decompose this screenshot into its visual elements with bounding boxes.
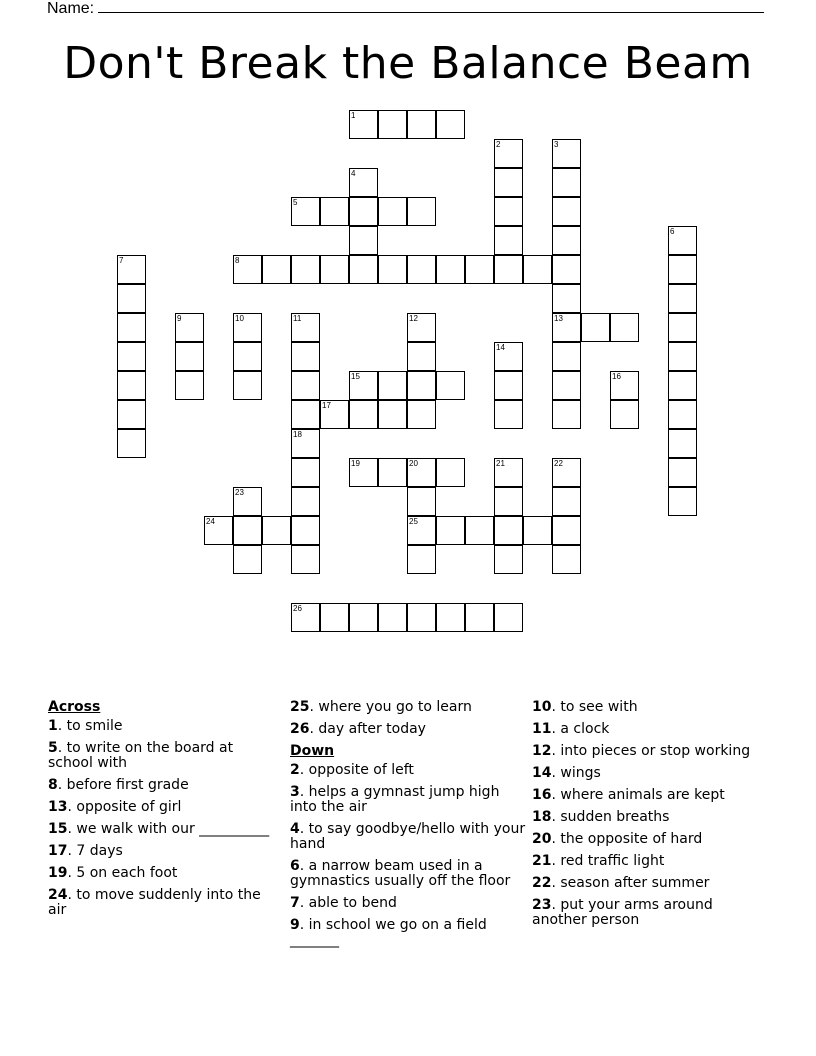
clue-number: 25 [409,517,418,526]
clue-number: 13 [554,314,563,323]
grid-cell[interactable] [494,371,523,400]
grid-cell[interactable] [552,516,581,545]
clue-text: . opposite of left [299,762,414,778]
clue-number-label: 11 [532,721,552,737]
grid-cell[interactable] [291,458,320,487]
grid-cell[interactable] [233,545,262,574]
clue-number: 3 [554,140,559,149]
grid-cell[interactable] [465,516,494,545]
grid-cell[interactable] [291,516,320,545]
grid-cell[interactable] [494,545,523,574]
grid-cell[interactable] [407,400,436,429]
clue-item [290,859,526,889]
clue-item [290,763,526,778]
clue-number: 16 [612,372,621,381]
clue-item [48,778,270,793]
clue-text: . in school we go on a field _______ [290,917,487,948]
grid-cell[interactable] [523,516,552,545]
grid-cell-13[interactable] [552,313,581,342]
grid-cell[interactable] [378,110,407,139]
grid-cell[interactable] [494,197,523,226]
clue-item [290,918,526,948]
clue-number: 23 [235,488,244,497]
clue-item [532,854,752,869]
clue-number: 24 [206,517,215,526]
grid-cell[interactable] [494,603,523,632]
grid-cell-19[interactable] [349,458,378,487]
clue-number: 12 [409,314,418,323]
grid-cell[interactable] [668,371,697,400]
clue-item [532,898,752,928]
clue-number-label: 2 [290,762,300,778]
grid-cell[interactable] [552,371,581,400]
grid-cell-4[interactable] [349,168,378,197]
clue-number-label: 22 [532,875,552,891]
grid-cell-1[interactable] [349,110,378,139]
grid-cell[interactable] [407,197,436,226]
clue-number-label: 24 [48,887,68,903]
grid-cell[interactable] [552,487,581,516]
clue-number-label: 6 [290,858,300,874]
clue-item [532,722,752,737]
clue-text: . where you go to learn [309,699,472,715]
grid-cell[interactable] [320,255,349,284]
grid-cell[interactable] [407,342,436,371]
clue-number-label: 9 [290,917,300,933]
across-heading: Across [48,699,101,715]
grid-cell[interactable] [291,371,320,400]
down-clue-list-continued [532,700,752,928]
clue-item [290,785,526,815]
clue-number-label: 1 [48,718,58,734]
grid-cell-24[interactable] [204,516,233,545]
grid-cell[interactable] [465,603,494,632]
grid-cell[interactable] [465,255,494,284]
grid-cell[interactable] [233,371,262,400]
grid-cell[interactable] [233,342,262,371]
grid-cell[interactable] [610,400,639,429]
clue-number-label: 17 [48,843,68,859]
grid-cell-15[interactable] [349,371,378,400]
grid-cell[interactable] [407,371,436,400]
clue-number-label: 16 [532,787,552,803]
grid-cell[interactable] [523,255,552,284]
grid-cell[interactable] [349,255,378,284]
grid-cell[interactable] [291,342,320,371]
grid-cell-17[interactable] [320,400,349,429]
clue-text: . the opposite of hard [551,831,703,847]
grid-cell[interactable] [378,371,407,400]
grid-cell-14[interactable] [494,342,523,371]
grid-cell[interactable] [378,255,407,284]
grid-cell[interactable] [552,226,581,255]
grid-cell[interactable] [320,603,349,632]
grid-cell-8[interactable] [233,255,262,284]
grid-cell[interactable] [494,487,523,516]
grid-cell-5[interactable] [291,197,320,226]
across-clue-list-continued [290,700,526,737]
grid-cell[interactable] [552,342,581,371]
grid-cell[interactable] [668,429,697,458]
clue-number: 20 [409,459,418,468]
name-label: Name: [47,0,95,17]
grid-cell-18[interactable] [291,429,320,458]
clue-number-label: 26 [290,721,310,737]
grid-cell-23[interactable] [233,487,262,516]
clue-number: 6 [670,227,675,236]
clue-item [48,888,270,918]
grid-cell[interactable] [262,516,291,545]
clue-number-label: 19 [48,865,68,881]
grid-cell[interactable] [291,400,320,429]
clue-text: . helps a gymnast jump high into the air [290,784,500,815]
clue-number: 4 [351,169,356,178]
clue-item [532,876,752,891]
clue-number: 18 [293,430,302,439]
clue-column-3 [532,700,752,935]
grid-cell[interactable] [668,284,697,313]
clue-item [290,822,526,852]
grid-cell[interactable] [175,342,204,371]
clue-number: 5 [293,198,298,207]
clue-number: 7 [119,256,124,265]
grid-cell[interactable] [117,429,146,458]
clue-number-label: 4 [290,821,300,837]
clue-text: . season after summer [551,875,710,891]
grid-cell[interactable] [349,603,378,632]
clue-item [48,800,270,815]
grid-cell[interactable] [668,487,697,516]
grid-cell[interactable] [494,226,523,255]
clue-number-label: 12 [532,743,552,759]
clue-text: . red traffic light [551,853,665,869]
clue-item [532,744,752,759]
clue-item [48,866,270,881]
clue-number: 17 [322,401,331,410]
grid-cell[interactable] [349,400,378,429]
clue-text: . put your arms around another person [532,897,713,928]
grid-cell[interactable] [552,255,581,284]
clue-text: . to see with [551,699,638,715]
down-clue-list [290,763,526,948]
grid-cell[interactable] [117,284,146,313]
clue-number-label: 7 [290,895,300,911]
clue-number-label: 18 [532,809,552,825]
grid-cell-12[interactable] [407,313,436,342]
grid-cell[interactable] [262,255,291,284]
clue-item [290,722,526,737]
clue-text: . into pieces or stop working [551,743,751,759]
grid-cell[interactable] [407,545,436,574]
clue-number: 11 [293,314,302,323]
grid-cell[interactable] [117,342,146,371]
grid-cell[interactable] [552,284,581,313]
grid-cell[interactable] [436,458,465,487]
grid-cell[interactable] [117,400,146,429]
grid-cell[interactable] [349,197,378,226]
grid-cell[interactable] [175,371,204,400]
clue-item [48,822,270,837]
grid-cell[interactable] [668,342,697,371]
clue-number: 26 [293,604,302,613]
grid-cell[interactable] [436,603,465,632]
grid-cell-21[interactable] [494,458,523,487]
grid-cell-16[interactable] [610,371,639,400]
grid-cell[interactable] [436,371,465,400]
clue-column-2 [290,700,526,955]
grid-cell-6[interactable] [668,226,697,255]
grid-cell[interactable] [494,255,523,284]
clue-number: 15 [351,372,360,381]
grid-cell[interactable] [378,603,407,632]
down-heading: Down [290,743,335,759]
clue-item [532,700,752,715]
across-clue-list [48,719,270,918]
grid-cell-26[interactable] [291,603,320,632]
grid-cell-9[interactable] [175,313,204,342]
clue-text: . before first grade [57,777,189,793]
grid-cell[interactable] [407,255,436,284]
clue-text: . able to bend [299,895,397,911]
grid-cell[interactable] [349,226,378,255]
grid-cell[interactable] [378,197,407,226]
grid-cell[interactable] [668,458,697,487]
grid-cell[interactable] [378,458,407,487]
grid-cell-20[interactable] [407,458,436,487]
grid-cell-25[interactable] [407,516,436,545]
clue-item [48,719,270,734]
clue-number-label: 25 [290,699,310,715]
grid-cell[interactable] [668,255,697,284]
clue-number-label: 3 [290,784,300,800]
clue-text: . to write on the board at school with [48,740,234,771]
clue-number-label: 14 [532,765,552,781]
clue-item [290,896,526,911]
clue-number-label: 21 [532,853,552,869]
clue-text: . to move suddenly into the air [48,887,261,918]
clue-text: . opposite of girl [67,799,182,815]
clue-item [532,832,752,847]
grid-cell[interactable] [117,371,146,400]
grid-cell[interactable] [494,400,523,429]
grid-cell-3[interactable] [552,139,581,168]
clue-number-label: 15 [48,821,68,837]
grid-cell[interactable] [436,516,465,545]
grid-cell[interactable] [436,255,465,284]
clue-number-label: 20 [532,831,552,847]
clue-number-label: 13 [48,799,68,815]
grid-cell[interactable] [117,313,146,342]
clue-text: . we walk with our __________ [67,821,270,837]
clue-number: 19 [351,459,360,468]
clue-number: 1 [351,111,356,120]
clue-text: . to say goodbye/hello with your hand [290,821,526,852]
clue-text: . 7 days [67,843,123,859]
clue-text: . to smile [57,718,123,734]
clue-number: 10 [235,314,244,323]
grid-cell[interactable] [320,197,349,226]
grid-cell[interactable] [494,168,523,197]
grid-cell[interactable] [291,545,320,574]
grid-cell[interactable] [552,168,581,197]
grid-cell[interactable] [378,400,407,429]
grid-cell-10[interactable] [233,313,262,342]
clue-item [48,741,270,771]
clue-number-label: 8 [48,777,58,793]
clue-item [532,788,752,803]
grid-cell[interactable] [291,255,320,284]
clue-column-1 [48,700,270,925]
grid-cell[interactable] [407,110,436,139]
clue-text: . sudden breaths [551,809,670,825]
clue-number-label: 10 [532,699,552,715]
clue-number-label: 23 [532,897,552,913]
grid-cell[interactable] [668,313,697,342]
clue-text: . where animals are kept [551,787,725,803]
clue-number: 22 [554,459,563,468]
clue-number: 8 [235,256,240,265]
clue-number: 2 [496,140,501,149]
page-title: Don't Break the Balance Beam [63,38,753,89]
grid-cell-2[interactable] [494,139,523,168]
clue-number: 14 [496,343,505,352]
grid-cell[interactable] [233,516,262,545]
clue-text: . a narrow beam used in a gymnastics usually off the floor [290,858,511,889]
grid-cell[interactable] [407,487,436,516]
grid-cell[interactable] [610,313,639,342]
clue-item [532,810,752,825]
clue-number: 9 [177,314,182,323]
grid-cell-7[interactable] [117,255,146,284]
grid-cell-22[interactable] [552,458,581,487]
clue-item [532,766,752,781]
clue-text: . wings [551,765,601,781]
grid-cell[interactable] [581,313,610,342]
grid-cell[interactable] [436,110,465,139]
grid-cell[interactable] [552,197,581,226]
clue-text: . a clock [551,721,610,737]
grid-cell[interactable] [407,603,436,632]
grid-cell[interactable] [494,516,523,545]
clue-text: . 5 on each foot [67,865,178,881]
grid-cell-11[interactable] [291,313,320,342]
clue-text: . day after today [309,721,426,737]
clue-item [48,844,270,859]
grid-cell[interactable] [552,400,581,429]
clue-number-label: 5 [48,740,58,756]
grid-cell[interactable] [668,400,697,429]
grid-cell[interactable] [291,487,320,516]
clue-item [290,700,526,715]
clue-number: 21 [496,459,505,468]
grid-cell[interactable] [552,545,581,574]
